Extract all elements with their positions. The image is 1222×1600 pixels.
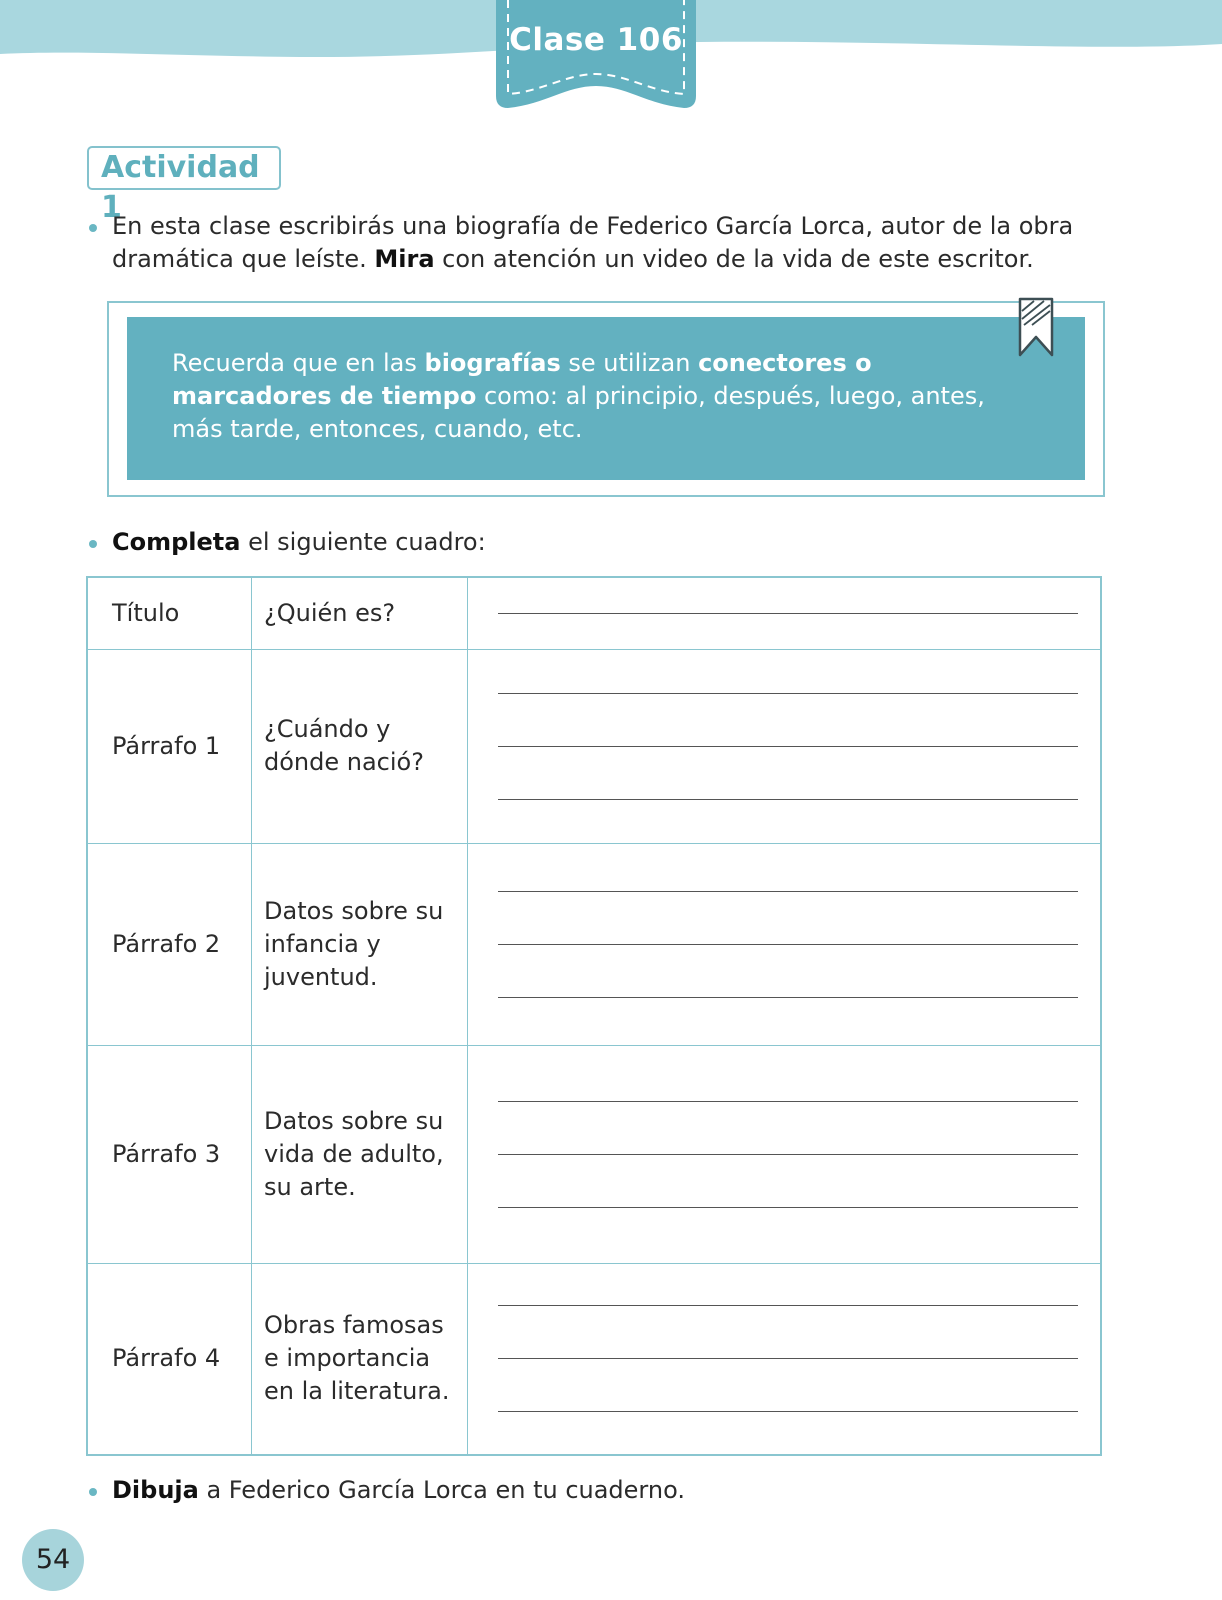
bullet-icon	[89, 1488, 97, 1496]
answer-area[interactable]	[468, 1263, 1102, 1455]
class-tab	[496, 0, 696, 112]
bullet-icon	[89, 540, 97, 548]
write-line[interactable]	[498, 944, 1078, 945]
reminder-text-2: se utilizan	[560, 349, 699, 377]
draw-bold: Dibuja	[112, 1476, 199, 1504]
write-line[interactable]	[498, 891, 1078, 892]
table-row	[87, 843, 1101, 1045]
biography-chart	[86, 576, 1102, 1456]
write-line[interactable]	[498, 1411, 1078, 1412]
reminder-bold-1: biografías	[424, 349, 561, 377]
bullet-icon	[89, 224, 97, 232]
write-line[interactable]	[498, 1154, 1078, 1155]
row-label: Párrafo 3	[87, 1045, 252, 1263]
class-title: Clase 106	[509, 22, 683, 58]
row-question: Datos sobre su infancia y juventud.	[252, 843, 468, 1045]
write-line[interactable]	[498, 1305, 1078, 1306]
write-line[interactable]	[498, 997, 1078, 998]
page-number: 54	[22, 1529, 84, 1591]
reminder-text	[172, 347, 1012, 446]
write-line[interactable]	[498, 1101, 1078, 1102]
activity-label: Actividad 1	[87, 146, 281, 190]
write-line[interactable]	[498, 613, 1078, 614]
row-question: ¿Quién es?	[252, 577, 468, 649]
row-question: Datos sobre su vida de adulto, su arte.	[252, 1045, 468, 1263]
reminder-bold-2: conectores o marcadores de tiempo	[172, 349, 872, 410]
bookmark-icon	[1018, 297, 1054, 359]
row-label: Párrafo 4	[87, 1263, 252, 1455]
answer-area[interactable]	[468, 649, 1102, 843]
complete-bold: Completa	[112, 528, 241, 556]
complete-text: el siguiente cuadro:	[240, 528, 486, 556]
write-line[interactable]	[498, 799, 1078, 800]
table-row	[87, 1263, 1101, 1455]
intro-text-2: con atención un video de la vida de este escritor.	[434, 245, 1034, 273]
answer-area[interactable]	[468, 577, 1102, 649]
write-line[interactable]	[498, 1358, 1078, 1359]
write-line[interactable]	[498, 746, 1078, 747]
draw-text: a Federico García Lorca en tu cuaderno.	[198, 1476, 685, 1504]
intro-text-1: En esta clase escribirás una biografía de Federico García Lorca, autor de la obra dramática que leíste.	[112, 212, 1074, 273]
write-line[interactable]	[498, 1207, 1078, 1208]
answer-area[interactable]	[468, 843, 1102, 1045]
table-row	[87, 649, 1101, 843]
table-row	[87, 1045, 1101, 1263]
reminder-box	[127, 317, 1085, 480]
row-question: Obras famosas e importancia en la literatura.	[252, 1263, 468, 1455]
intro-bold: Mira	[374, 245, 435, 273]
answer-area[interactable]	[468, 1045, 1102, 1263]
row-label: Título	[87, 577, 252, 649]
reminder-text-1: Recuerda que en las	[172, 349, 425, 377]
write-line[interactable]	[498, 693, 1078, 694]
reminder-text-3: como: al principio, después, luego, antes, más tarde, entonces, cuando, etc.	[172, 382, 985, 443]
row-question: ¿Cuándo y dónde nació?	[252, 649, 468, 843]
table-row	[87, 577, 1101, 649]
row-label: Párrafo 2	[87, 843, 252, 1045]
row-label: Párrafo 1	[87, 649, 252, 843]
